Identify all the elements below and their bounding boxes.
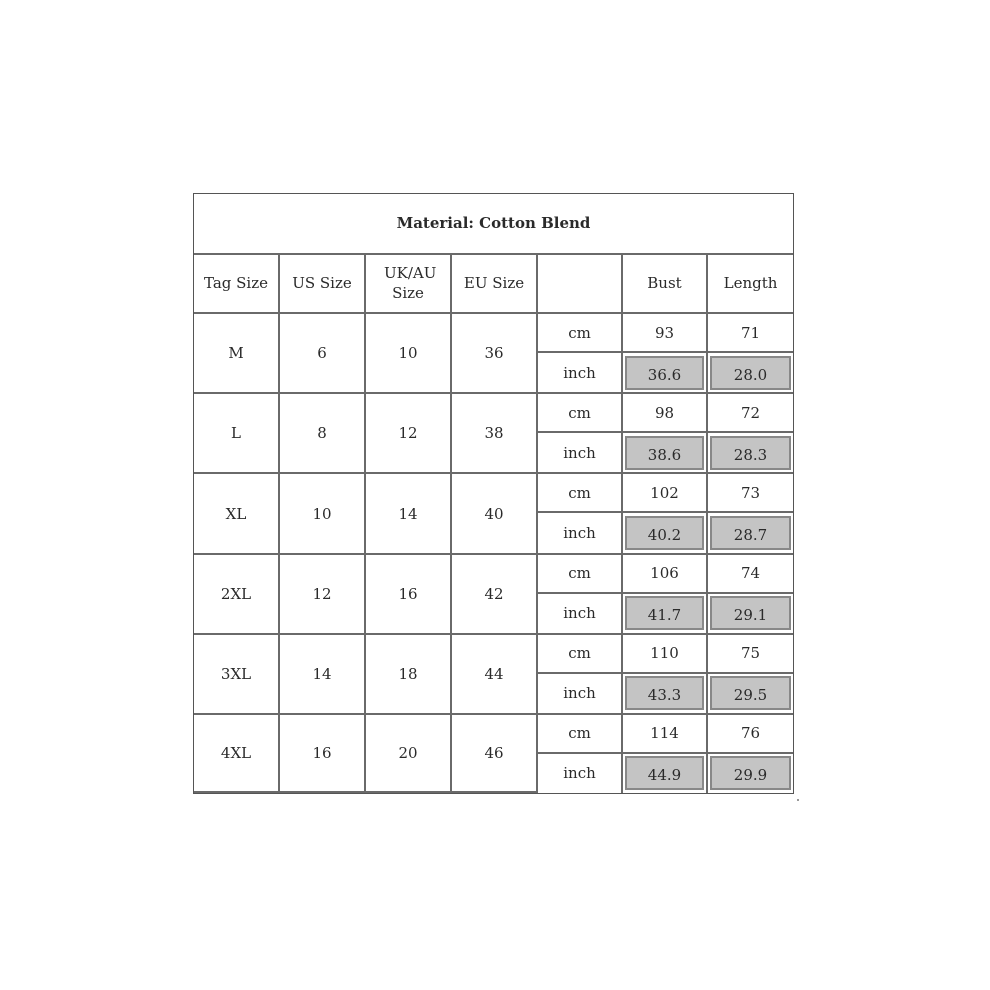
unit-inch-cell: inch [538, 674, 623, 715]
eu-size-cell: 46 [452, 715, 538, 793]
tag-size-cell: M [194, 314, 280, 394]
tag-size-cell: 3XL [194, 635, 280, 715]
eu-size-cell: 36 [452, 314, 538, 394]
length-cm-cell: 71 [708, 314, 793, 353]
length-inch-cell [708, 754, 793, 793]
unit-cm-cell: cm [538, 555, 623, 594]
unit-cm-cell: cm [538, 474, 623, 513]
unit-cm-cell: cm [538, 715, 623, 754]
bust-inch-cell [623, 674, 708, 715]
uk-au-size-cell: 10 [366, 314, 452, 394]
length-inch-value: 28.3 [710, 436, 791, 470]
us-size-cell: 6 [280, 314, 366, 394]
tag-size-cell: 2XL [194, 555, 280, 635]
length-inch-value: 29.1 [710, 596, 791, 630]
eu-size-cell: 44 [452, 635, 538, 715]
bust-inch-cell [623, 513, 708, 554]
length-inch-value: 29.9 [710, 756, 791, 790]
table-row [194, 474, 793, 513]
unit-cm-cell: cm [538, 314, 623, 353]
length-inch-value: 28.7 [710, 516, 791, 550]
table-row [194, 635, 793, 674]
length-inch-cell [708, 513, 793, 554]
tag-size-cell: L [194, 394, 280, 474]
unit-cm-cell: cm [538, 635, 623, 674]
length-cm-cell: 72 [708, 394, 793, 433]
eu-size-cell: 42 [452, 555, 538, 635]
table-row [194, 555, 793, 594]
bust-cm-cell: 93 [623, 314, 708, 353]
bust-inch-cell [623, 353, 708, 394]
unit-inch-cell: inch [538, 754, 623, 793]
bust-inch-value: 38.6 [625, 436, 704, 470]
unit-inch-cell: inch [538, 433, 623, 474]
us-size-cell: 12 [280, 555, 366, 635]
uk-au-size-cell: 16 [366, 555, 452, 635]
bust-inch-cell [623, 754, 708, 793]
unit-cm-cell: cm [538, 394, 623, 433]
unit-inch-cell: inch [538, 513, 623, 554]
uk-au-size-cell: 20 [366, 715, 452, 793]
bust-inch-value: 41.7 [625, 596, 704, 630]
eu-size-cell: 40 [452, 474, 538, 554]
length-inch-value: 28.0 [710, 356, 791, 390]
length-cm-cell: 74 [708, 555, 793, 594]
bust-cm-cell: 98 [623, 394, 708, 433]
header-us-size: US Size [280, 255, 366, 315]
table-row [194, 394, 793, 433]
bust-inch-value: 40.2 [625, 516, 704, 550]
length-inch-value: 29.5 [710, 676, 791, 710]
bust-inch-value: 44.9 [625, 756, 704, 790]
length-cm-cell: 76 [708, 715, 793, 754]
tag-size-cell: 4XL [194, 715, 280, 793]
bust-inch-value: 43.3 [625, 676, 704, 710]
unit-inch-cell: inch [538, 353, 623, 394]
header-bust: Bust [623, 255, 708, 315]
bust-inch-cell [623, 594, 708, 635]
uk-au-size-cell: 12 [366, 394, 452, 474]
uk-au-size-cell: 14 [366, 474, 452, 554]
header-unit [538, 255, 623, 315]
size-table [194, 194, 793, 793]
bust-cm-cell: 110 [623, 635, 708, 674]
eu-size-cell: 38 [452, 394, 538, 474]
bust-cm-cell: 102 [623, 474, 708, 513]
bust-cm-cell: 114 [623, 715, 708, 754]
header-tag-size: Tag Size [194, 255, 280, 315]
bust-inch-cell [623, 433, 708, 474]
bust-cm-cell: 106 [623, 555, 708, 594]
us-size-cell: 14 [280, 635, 366, 715]
tag-size-cell: XL [194, 474, 280, 554]
stray-dot [797, 799, 799, 801]
length-cm-cell: 75 [708, 635, 793, 674]
table-title: Material: Cotton Blend [194, 194, 793, 255]
header-length: Length [708, 255, 793, 315]
length-inch-cell [708, 594, 793, 635]
length-inch-cell [708, 674, 793, 715]
us-size-cell: 10 [280, 474, 366, 554]
length-inch-cell [708, 353, 793, 394]
table-row [194, 715, 793, 754]
length-inch-cell [708, 433, 793, 474]
length-cm-cell: 73 [708, 474, 793, 513]
unit-inch-cell: inch [538, 594, 623, 635]
header-eu-size: EU Size [452, 255, 538, 315]
size-chart [193, 193, 794, 794]
us-size-cell: 8 [280, 394, 366, 474]
bust-inch-value: 36.6 [625, 356, 704, 390]
header-uk-au-size: UK/AU Size [366, 255, 452, 315]
uk-au-size-cell: 18 [366, 635, 452, 715]
table-row [194, 314, 793, 353]
us-size-cell: 16 [280, 715, 366, 793]
